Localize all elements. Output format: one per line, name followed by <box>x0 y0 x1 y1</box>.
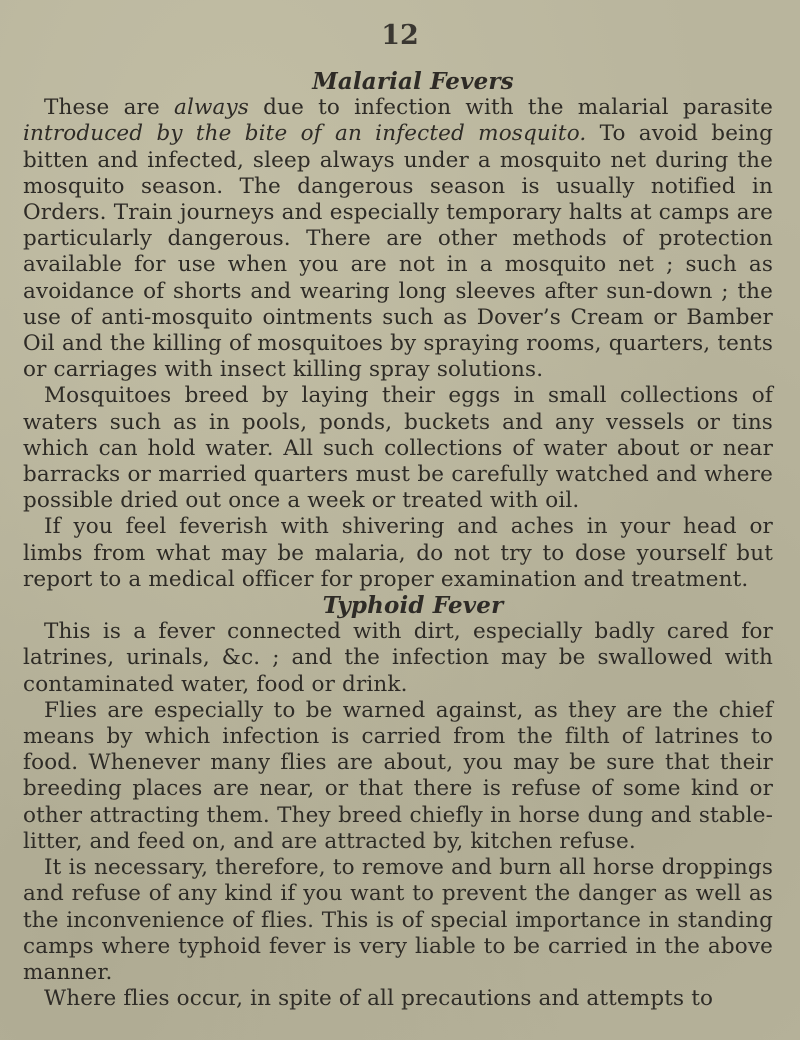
emphasis-text: always <box>174 95 249 121</box>
page-number: 12 <box>381 20 419 51</box>
paragraph-flies-warning: Flies are especially to be warned against, as they are the chief means by which infection is carried from the filth of latrines to food. Whenever many flies are about, you may be sure that their breeding places are near, or that there is refuse of some kind or other attracting them. They breed chiefly in horse dung and stable-litter, and feed on, and are attracted by, kitchen refuse. <box>23 697 773 854</box>
paragraph-typhoid-causes: This is a fever connected with dirt, especially badly cared for latrines, urinals, &c. ; and the infection may be swallowed with contaminated water, food or drink. <box>23 619 773 697</box>
paragraph-remove-droppings: It is necessary, therefore, to remove and burn all horse droppings and refuse of any kind if you want to prevent the danger as well as the inconvenience of flies. This is of special importance in standing camps where typhoid fever is very liable to be carried in the above manner. <box>23 855 773 985</box>
paragraph-where-flies-occur: Where flies occur, in spite of all precautions and attempts to <box>44 986 714 1012</box>
paragraph-malaria-causes: These are always due to infection with the malarial parasite introduced by the bite of an infected mosquito. To avoid being bitten and infected, sleep always under a mosquito net during the mosquito season. The dangerous season is usually notified in Orders. Train journeys and especially temporary halts at camps are particularly dangerous. There are other methods of protection available for use when you are not in a mosquito net ; such as avoidance of shorts and wearing long sleeves after sun-down ; the use of anti-mosquito ointments such as Dover’s Cream or Bamber Oil and the killing of mosquitoes by spraying rooms, quarters, tents or carriages with insect killing spray solutions. <box>23 95 773 383</box>
section-heading-malarial-fevers: Malarial Fevers <box>312 68 514 95</box>
paragraph-mosquito-breeding: Mosquitoes breed by laying their eggs in small collections of waters such as in pools, ponds, buckets and any vessels or tins which can hold water. All such collections of water about or near barracks or married quarters must be carefully watched and where possible dried out once a week or treated with oil. <box>23 383 773 514</box>
section-heading-typhoid-fever: Typhoid Fever <box>322 592 504 620</box>
emphasis-text: introduced by the bite of an infected mosquito. <box>23 121 587 147</box>
paragraph-malaria-report: If you feel feverish with shivering and aches in your head or limbs from what may be malaria, do not try to dose yourself but report to a medical officer for proper examination and treatment. <box>23 514 773 592</box>
page-body <box>23 69 773 1012</box>
